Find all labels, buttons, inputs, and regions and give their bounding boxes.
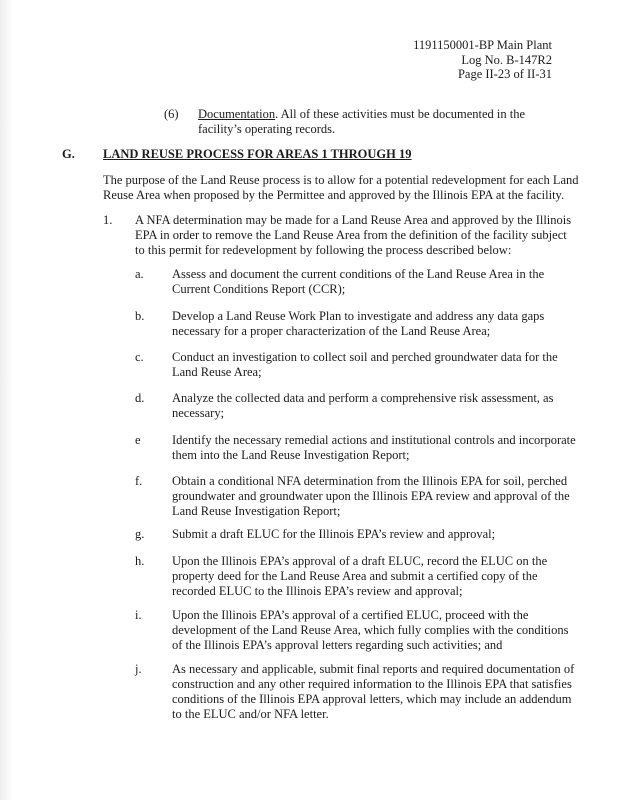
subitem-line: Obtain a conditional NFA determination from the Illinois EPA for soil, perched — [172, 474, 568, 488]
subitem-line: Submit a draft ELUC for the Illinois EPA’s review and approval; — [172, 527, 496, 541]
prev-item-number: (6) — [164, 107, 179, 121]
page-header — [413, 38, 552, 82]
subitem-label: e — [135, 433, 141, 447]
item-1-line: A NFA determination may be made for a Land Reuse Area and approved by the Illinois — [135, 213, 572, 227]
subitem-line: necessary; — [172, 406, 225, 420]
section-title: LAND REUSE PROCESS FOR AREAS 1 THROUGH 19 — [103, 147, 412, 161]
subitem-line: property deed for the Land Reuse Area and submit a certified copy of the — [172, 569, 538, 583]
prev-item-line-2: facility’s operating records. — [198, 122, 336, 136]
prev-item-title: Documentation — [198, 107, 276, 121]
subitem-line: Conduct an investigation to collect soil and perched groundwater data for the — [172, 350, 558, 364]
subitem-line: them into the Land Reuse Investigation Report; — [172, 448, 410, 462]
subitem-line: to the ELUC and/or NFA letter. — [172, 707, 329, 721]
item-1-number: 1. — [103, 213, 113, 227]
subitem-label: a. — [135, 267, 144, 281]
subitem-line: Develop a Land Reuse Work Plan to investigate and address any data gaps — [172, 309, 545, 323]
subitem-line: of the Illinois EPA’s approval letters regarding such activities; and — [172, 638, 503, 652]
subitem-line: necessary for a proper characterization of the Land Reuse Area; — [172, 324, 491, 338]
subitem-line: groundwater and groundwater upon the Illinois EPA review and approval of the — [172, 489, 570, 503]
subitem-label: f. — [135, 474, 143, 488]
subitem-line: conditions of the Illinois EPA approval letters, which may include an addendum — [172, 692, 572, 706]
subitem-line: Identify the necessary remedial actions and institutional controls and incorporate — [172, 433, 576, 447]
subitem-line: development of the Land Reuse Area, which fully complies with the conditions — [172, 623, 569, 637]
subitem-line: Upon the Illinois EPA’s approval of a certified ELUC, proceed with the — [172, 608, 529, 622]
section-intro-line-1: The purpose of the Land Reuse process is to allow for a potential redevelopment for each Land — [103, 173, 579, 187]
item-1-line: to this permit for redevelopment by following the process described below: — [135, 243, 512, 257]
subitem-label: h. — [135, 554, 145, 568]
subitem-label: j. — [135, 662, 142, 676]
subitem-line: construction and any other required information to the Illinois EPA that satisfies — [172, 677, 572, 691]
subitem-line: Assess and document the current conditions of the Land Reuse Area in the — [172, 267, 545, 281]
item-1-line: EPA in order to remove the Land Reuse Area from the definition of the facility subject — [135, 228, 567, 242]
subitem-line: recorded ELUC to the Illinois EPA’s review and approval; — [172, 584, 463, 598]
header-log-number: Log No. B-147R2 — [461, 52, 552, 67]
subitem-line: As necessary and applicable, submit final reports and required documentation of — [172, 662, 575, 676]
subitem-label: c. — [135, 350, 144, 364]
subitem-line: Land Reuse Area; — [172, 365, 262, 379]
subitem-line: Current Conditions Report (CCR); — [172, 282, 346, 296]
subitem-label: i. — [135, 608, 142, 622]
subitem-line: Upon the Illinois EPA’s approval of a draft ELUC, record the ELUC on the — [172, 554, 548, 568]
header-permit-number: 1191150001-BP Main Plant — [413, 38, 552, 52]
subitem-label: d. — [135, 391, 145, 405]
prev-item-text: . All of these activities must be documented in the — [275, 107, 526, 121]
subitem-label: b. — [135, 309, 145, 323]
header-page-number: Page II-23 of II-31 — [457, 67, 552, 81]
subitem-line: Analyze the collected data and perform a comprehensive risk assessment, as — [172, 391, 554, 405]
subitem-label: g. — [135, 527, 145, 541]
section-intro-line-2: Reuse Area when proposed by the Permittee and approved by the Illinois EPA at the facility. — [103, 188, 565, 202]
prev-item-line-1 — [198, 107, 525, 122]
scan-edge-shadow — [0, 0, 14, 800]
subitem-line: Land Reuse Investigation Report; — [172, 504, 341, 518]
section-letter: G. — [62, 147, 75, 161]
